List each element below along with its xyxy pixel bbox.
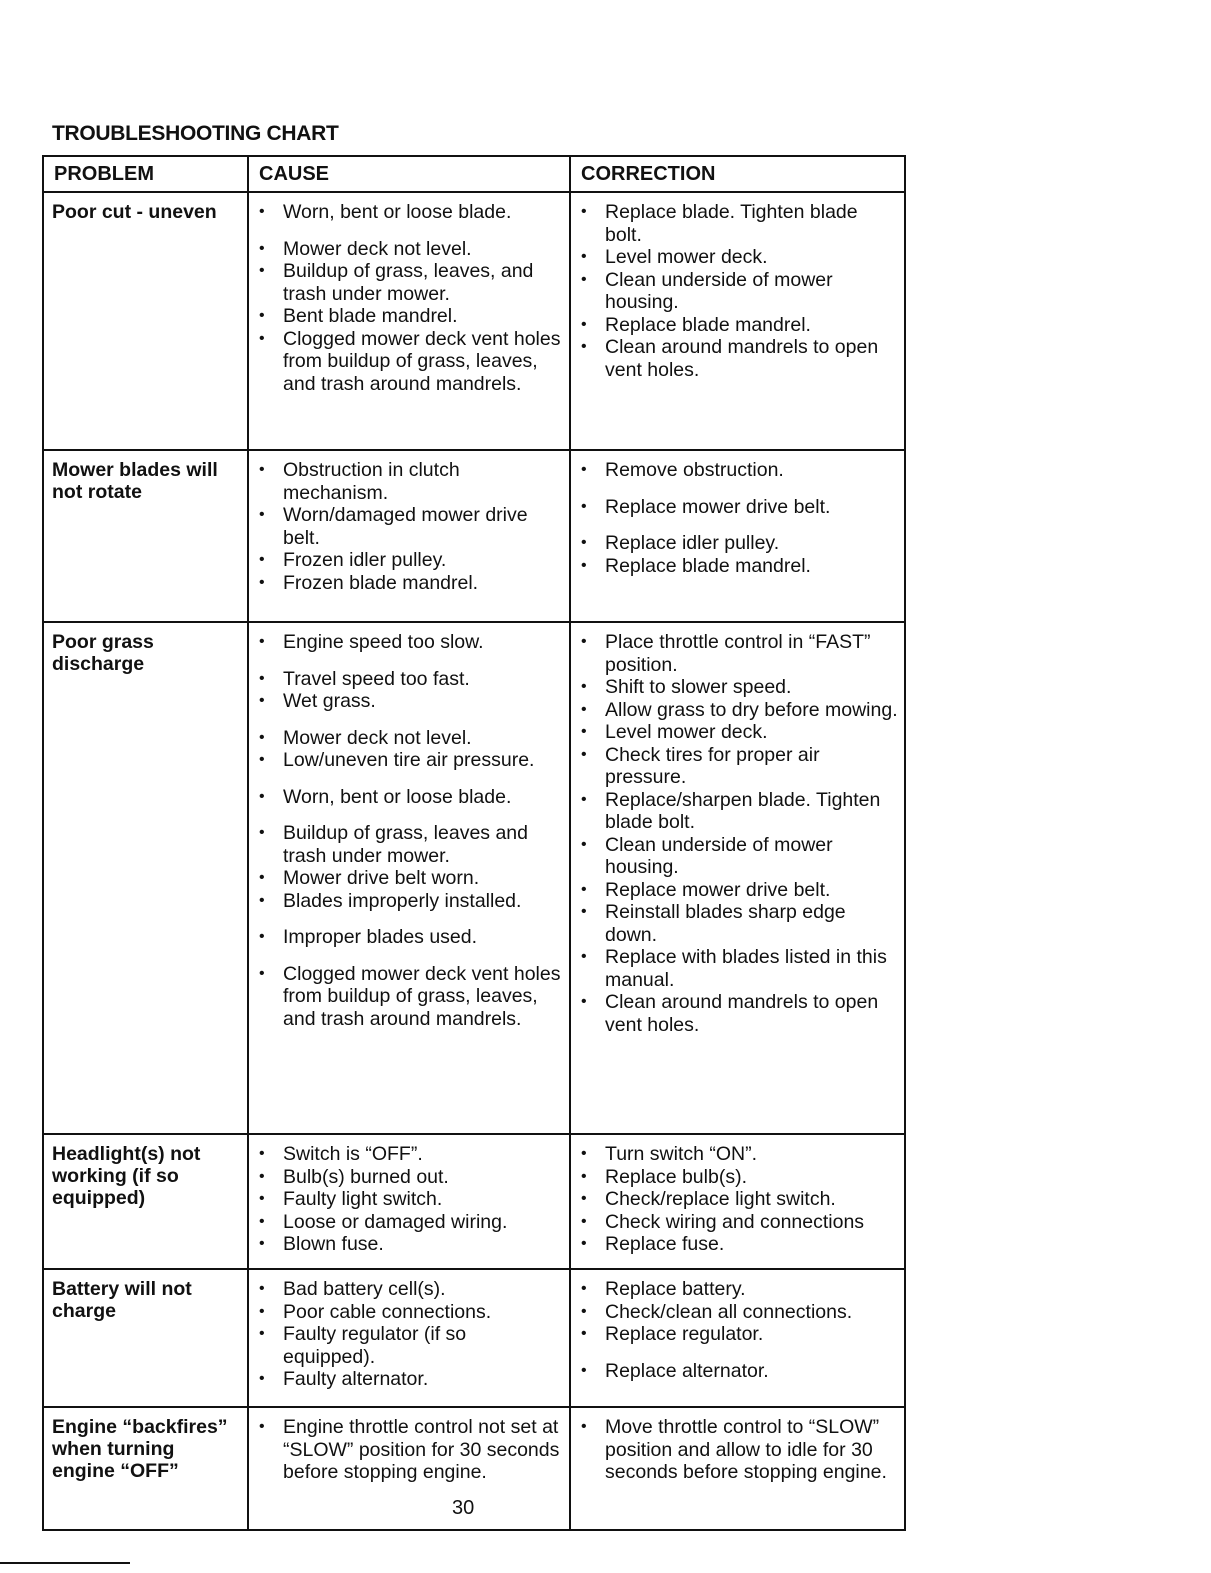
cause-item: • Travel speed too fast. <box>257 668 563 691</box>
cause-item: • Clogged mower deck vent holes from buildup of grass, leaves, and trash around mandrels. <box>257 963 563 1031</box>
header-correction: CORRECTION <box>570 156 905 192</box>
cause-item: • Bulb(s) burned out. <box>257 1166 563 1189</box>
table-row <box>43 192 905 450</box>
cause-item: • Worn/damaged mower drive belt. <box>257 504 563 549</box>
cause-item: • Engine speed too slow. <box>257 631 563 654</box>
correction-item: • Replace mower drive belt. <box>579 496 898 519</box>
table-row <box>43 622 905 1134</box>
cause-item: • Wet grass. <box>257 690 563 713</box>
header-row <box>43 156 905 192</box>
problem-label: Headlight(s) not working (if so equipped) <box>52 1143 201 1209</box>
problem-label: Mower blades will not rotate <box>52 459 218 503</box>
cause-item: • Switch is “OFF”. <box>257 1143 563 1166</box>
correction-item: • Replace alternator. <box>579 1360 898 1383</box>
cause-cell <box>248 192 570 450</box>
scan-edge-line <box>0 1562 130 1564</box>
correction-cell <box>570 1134 905 1269</box>
cause-item: • Bent blade mandrel. <box>257 305 563 328</box>
correction-item: • Allow grass to dry before mowing. <box>579 699 898 722</box>
correction-item: • Level mower deck. <box>579 721 898 744</box>
correction-item: • Replace mower drive belt. <box>579 879 898 902</box>
correction-item: • Replace idler pulley. <box>579 532 898 555</box>
cause-cell <box>248 622 570 1134</box>
cause-item: • Loose or damaged wiring. <box>257 1211 563 1234</box>
problem-cell <box>43 622 248 1134</box>
cause-item: • Obstruction in clutch mechanism. <box>257 459 563 504</box>
correction-item: • Place throttle control in “FAST” position. <box>579 631 898 676</box>
correction-item: • Clean underside of mower housing. <box>579 269 898 314</box>
cause-item: • Blades improperly installed. <box>257 890 563 913</box>
cause-cell <box>248 1134 570 1269</box>
cause-item: • Faulty alternator. <box>257 1368 563 1391</box>
table-row <box>43 1134 905 1269</box>
correction-item: • Clean underside of mower housing. <box>579 834 898 879</box>
cause-item: • Frozen blade mandrel. <box>257 572 563 595</box>
cause-item: • Mower drive belt worn. <box>257 867 563 890</box>
correction-item: • Reinstall blades sharp edge down. <box>579 901 898 946</box>
page-number: 30 <box>452 1497 475 1519</box>
cause-item: • Buildup of grass, leaves, and trash under mower. <box>257 260 563 305</box>
cause-item: • Faulty regulator (if so equipped). <box>257 1323 563 1368</box>
correction-item: • Replace blade. Tighten blade bolt. <box>579 201 898 246</box>
correction-cell <box>570 622 905 1134</box>
problem-cell <box>43 192 248 450</box>
cause-item: • Clogged mower deck vent holes from buildup of grass, leaves, and trash around mandrels. <box>257 328 563 396</box>
cause-cell <box>248 1269 570 1407</box>
cause-item: • Mower deck not level. <box>257 727 563 750</box>
correction-item: • Replace fuse. <box>579 1233 898 1256</box>
cause-item: • Low/uneven tire air pressure. <box>257 749 563 772</box>
correction-item: • Check/replace light switch. <box>579 1188 898 1211</box>
correction-item: • Replace battery. <box>579 1278 898 1301</box>
problem-cell <box>43 1269 248 1407</box>
correction-item: • Replace/sharpen blade. Tighten blade bolt. <box>579 789 898 834</box>
table-row <box>43 450 905 622</box>
correction-item: • Shift to slower speed. <box>579 676 898 699</box>
header-cause: CAUSE <box>248 156 570 192</box>
table-row <box>43 1269 905 1407</box>
problem-cell <box>43 450 248 622</box>
correction-item: • Check tires for proper air pressure. <box>579 744 898 789</box>
cause-cell <box>248 450 570 622</box>
correction-item: • Check wiring and connections <box>579 1211 898 1234</box>
problem-label: Poor grass discharge <box>52 631 154 675</box>
problem-cell <box>43 1407 248 1530</box>
chart-title: TROUBLESHOOTING CHART <box>52 122 339 145</box>
problem-label: Poor cut - uneven <box>52 201 217 223</box>
correction-item: • Replace with blades listed in this manual. <box>579 946 898 991</box>
cause-item: • Buildup of grass, leaves and trash under mower. <box>257 822 563 867</box>
problem-cell <box>43 1134 248 1269</box>
cause-cell <box>248 1407 570 1530</box>
correction-item: • Replace regulator. <box>579 1323 898 1346</box>
correction-cell <box>570 1269 905 1407</box>
correction-item: • Replace blade mandrel. <box>579 314 898 337</box>
correction-item: • Level mower deck. <box>579 246 898 269</box>
correction-item: • Remove obstruction. <box>579 459 898 482</box>
cause-item: • Engine throttle control not set at “SLOW” position for 30 seconds before stopping engine. <box>257 1416 563 1484</box>
correction-item: • Move throttle control to “SLOW” position and allow to idle for 30 seconds before stopping engine. <box>579 1416 898 1484</box>
correction-item: • Check/clean all connections. <box>579 1301 898 1324</box>
correction-item: • Clean around mandrels to open vent holes. <box>579 991 898 1036</box>
problem-label: Engine “backfires” when turning engine “OFF” <box>52 1416 228 1482</box>
cause-item: • Poor cable connections. <box>257 1301 563 1324</box>
correction-item: • Turn switch “ON”. <box>579 1143 898 1166</box>
cause-item: • Blown fuse. <box>257 1233 563 1256</box>
correction-item: • Replace blade mandrel. <box>579 555 898 578</box>
cause-item: • Frozen idler pulley. <box>257 549 563 572</box>
correction-item: • Clean around mandrels to open vent holes. <box>579 336 898 381</box>
cause-item: • Bad battery cell(s). <box>257 1278 563 1301</box>
cause-item: • Mower deck not level. <box>257 238 563 261</box>
troubleshooting-table <box>42 155 906 1531</box>
correction-cell <box>570 192 905 450</box>
problem-label: Battery will not charge <box>52 1278 192 1322</box>
cause-item: • Faulty light switch. <box>257 1188 563 1211</box>
cause-item: • Worn, bent or loose blade. <box>257 201 563 224</box>
cause-item: • Improper blades used. <box>257 926 563 949</box>
correction-cell <box>570 450 905 622</box>
correction-cell <box>570 1407 905 1530</box>
cause-item: • Worn, bent or loose blade. <box>257 786 563 809</box>
header-problem: PROBLEM <box>43 156 248 192</box>
correction-item: • Replace bulb(s). <box>579 1166 898 1189</box>
